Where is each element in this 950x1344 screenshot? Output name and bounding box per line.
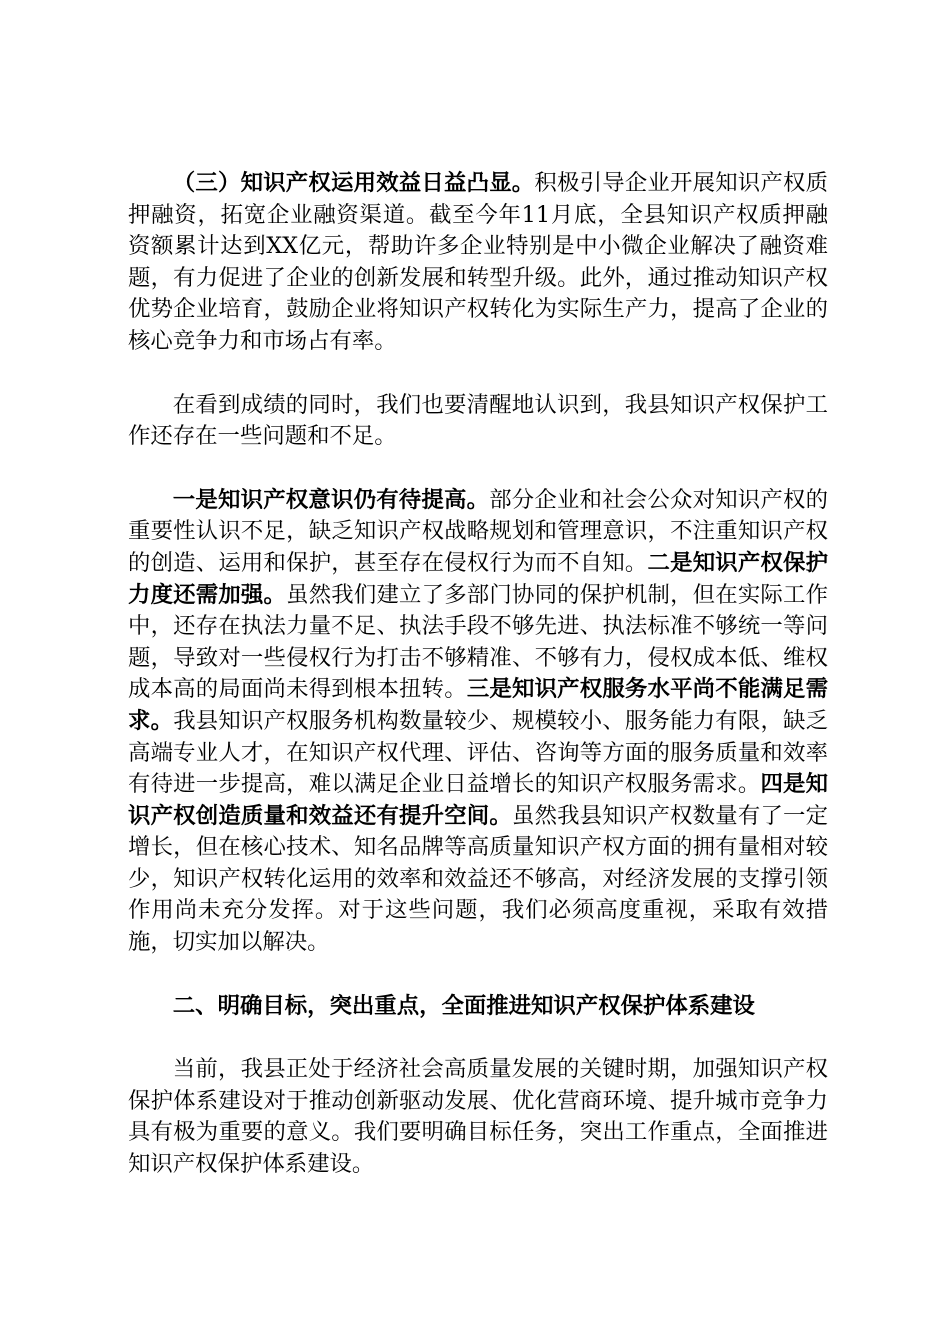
problem-2-text: 虽然我们建立了多部门协同的保护机制，但在实际工作中，还存在执法力量不足、执法手段不够先进、执法标准不够统一等问题，导致对一些侵权行为打击不够精准、不够有力，侵权成本低、维权成本高的局面尚未得到根本扭转。 <box>128 581 829 703</box>
paragraph-text: 在看到成绩的同时，我们也要清醒地认识到，我县知识产权保护工作还存在一些问题和不足。 <box>128 391 828 450</box>
problem-2-lead: 二是知识产权保护力度还需加强。 <box>128 549 829 608</box>
problem-4-lead: 四是知识产权创造质量和效益还有提升空间。 <box>128 771 829 829</box>
paragraph-ip-utilization <box>128 168 828 358</box>
problem-4-text: 虽然我县知识产权数量有了一定增长，但在核心技术、知名品牌等高质量知识产权方面的拥有量相对较少，知识产权转化运用的效率和效益还不够高，对经济发展的支撑引领作用尚未充分发挥。对于这些问题，我们必须高度重视，采取有效措施，切实加以解决。 <box>128 802 829 956</box>
paragraph-lead: （三）知识产权运用效益日益凸显。 <box>172 170 535 196</box>
problem-3-lead: 三是知识产权服务水平尚不能满足需求。 <box>128 676 829 734</box>
problem-3-text: 我县知识产权服务机构数量较少、规模较小、服务能力有限，缺乏高端专业人才，在知识产权代理、评估、咨询等方面的服务质量和效率有待进一步提高，难以满足企业日益增长的知识产权服务需求。 <box>128 707 829 798</box>
paragraph-current-situation <box>128 1054 828 1180</box>
problem-1-lead: 一是知识产权意识仍有待提高。 <box>172 486 490 513</box>
section-heading: 二、明确目标，突出重点，全面推进知识产权保护体系建设 <box>172 992 755 1019</box>
document-page <box>128 168 828 1213</box>
paragraph-transition <box>128 390 828 453</box>
paragraph-text: 当前，我县正处于经济社会高质量发展的关键时期，加强知识产权保护体系建设对于推动创新驱动发展、优化营商环境、提升城市竞争力具有极为重要的意义。我们要明确目标任务，突出工作重点，全面推进知识产权保护体系建设。 <box>128 1056 828 1178</box>
paragraph-problems <box>128 485 828 959</box>
problem-1-text: 部分企业和社会公众对知识产权的重要性认识不足，缺乏知识产权战略规划和管理意识，不注重知识产权的创造、运用和保护，甚至存在侵权行为而不自知。 <box>128 486 828 576</box>
paragraph-text: 积极引导企业开展知识产权质押融资，拓宽企业融资渠道。截至今年11月底，全县知识产权质押融资额累计达到XX亿元，帮助许多企业特别是中小微企业解决了融资难题，有力促进了企业的创新发展和转型升级。此外，通过推动知识产权优势企业培育，鼓励企业将知识产权转化为实际生产力，提高了企业的核心竞争力和市场占有率。 <box>128 170 829 354</box>
